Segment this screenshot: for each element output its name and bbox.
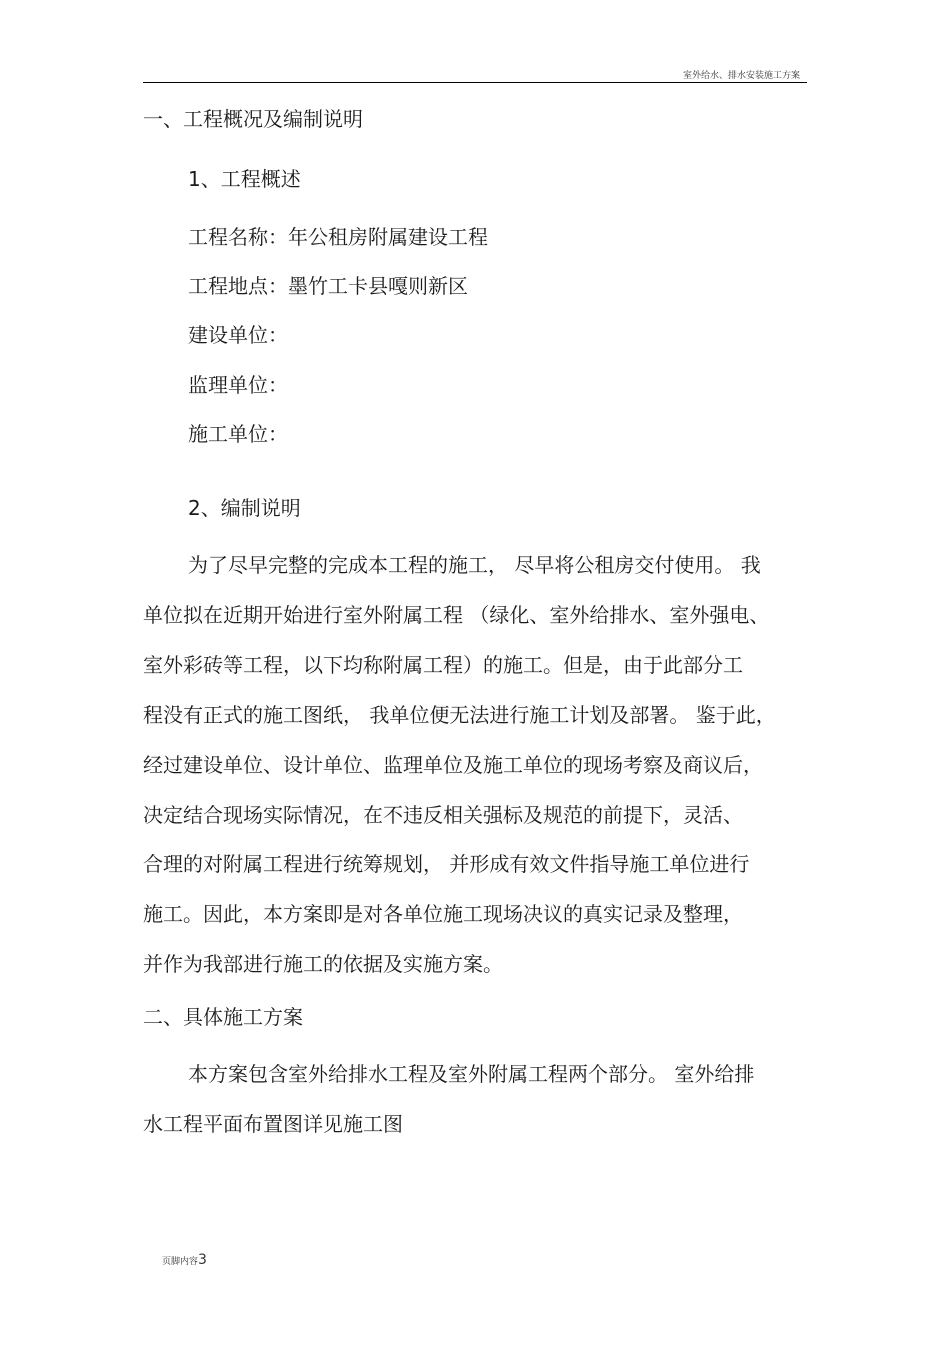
page-number: 3 [198, 1252, 207, 1268]
section-heading-2: 二、具体施工方案 [143, 1005, 303, 1029]
paragraph-line: 施工。因此，本方案即是对各单位施工现场决议的真实记录及整理， [143, 902, 743, 926]
paragraph-line: 经过建设单位、设计单位、监理单位及施工单位的现场考察及商议后， [143, 753, 763, 777]
paragraph-line: 合理的对附属工程进行统筹规划， 并形成有效文件指导施工单位进行 [143, 852, 750, 876]
page-footer [162, 1252, 207, 1268]
running-header: 室外给水、排水安装施工方案 [682, 71, 800, 81]
paragraph-line: 单位拟在近期开始进行室外附属工程 （绿化、室外给排水、室外强电、 [143, 603, 770, 627]
paragraph-line: 室外彩砖等工程，以下均称附属工程）的施工。但是，由于此部分工 [143, 653, 743, 677]
footer-label: 页脚内容 [162, 1257, 199, 1267]
paragraph-line: 并作为我部进行施工的依据及实施方案。 [143, 952, 503, 976]
builder-unit: 建设单位： [188, 323, 288, 347]
paragraph-line: 为了尽早完整的完成本工程的施工， 尽早将公租房交付使用。 我 [188, 553, 761, 577]
project-location: 工程地点：墨竹工卡县嘎则新区 [188, 274, 468, 298]
paragraph-line: 决定结合现场实际情况，在不违反相关强标及规范的前提下，灵活、 [143, 803, 743, 827]
project-name: 工程名称：年公租房附属建设工程 [188, 225, 488, 249]
paragraph-line: 本方案包含室外给排水工程及室外附属工程两个部分。 室外给排 [188, 1062, 755, 1086]
supervisor-unit: 监理单位： [188, 373, 288, 397]
paragraph-line: 水工程平面布置图详见施工图 [143, 1112, 403, 1136]
paragraph-line: 程没有正式的施工图纸， 我单位便无法进行施工计划及部署。 鉴于此， [143, 703, 776, 727]
header-rule [143, 82, 807, 83]
constructor-unit: 施工单位： [188, 422, 288, 446]
subsection-heading-1-2: 2、编制说明 [188, 496, 301, 520]
section-heading-1: 一、工程概况及编制说明 [143, 107, 363, 131]
subsection-heading-1-1: 1、工程概述 [188, 167, 301, 191]
